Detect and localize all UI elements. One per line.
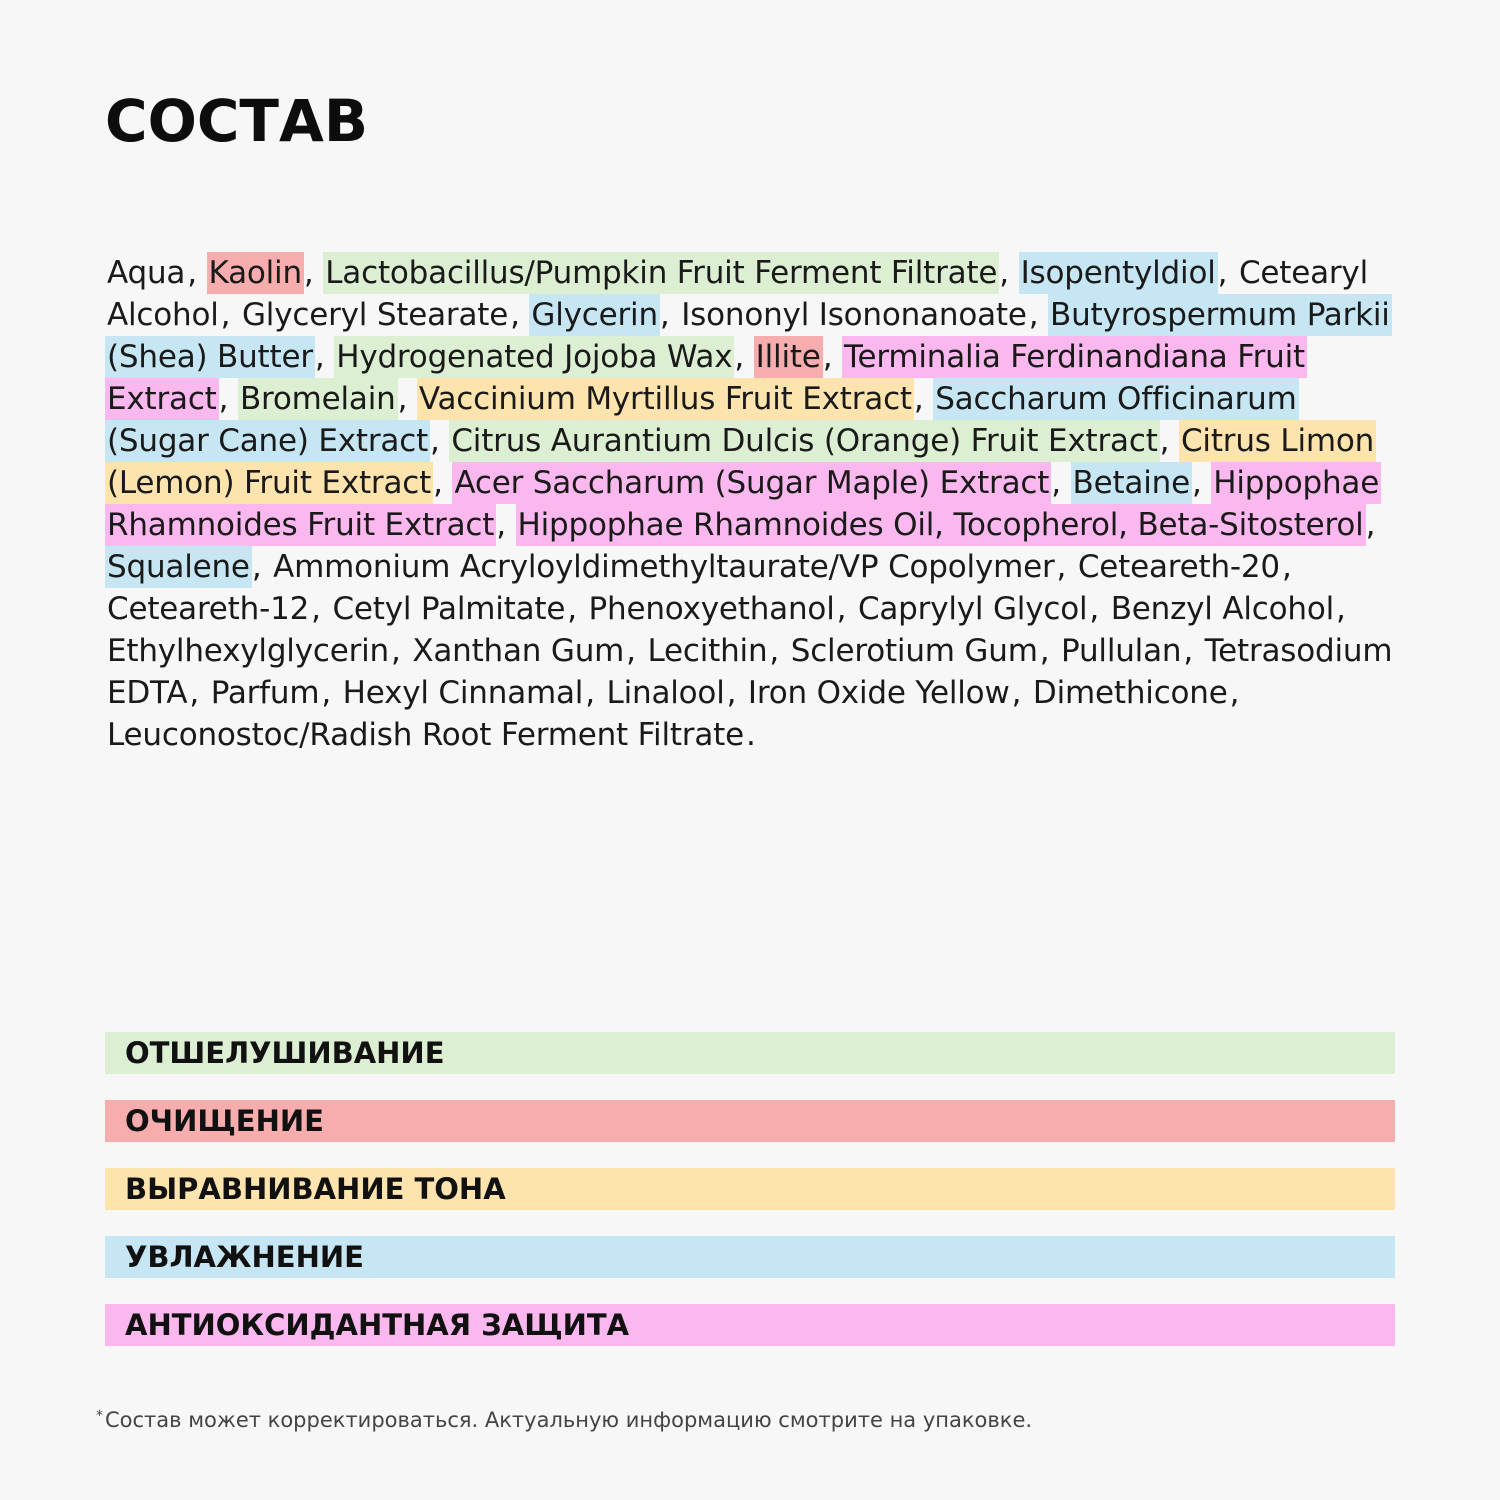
- separator: ,: [496, 507, 516, 543]
- separator: ,: [1229, 675, 1240, 711]
- footnote-text: Состав может корректироваться. Актуальную информацию смотрите на упаковке.: [105, 1408, 1033, 1432]
- separator: ,: [626, 633, 646, 669]
- separator: ,: [218, 381, 238, 417]
- separator: ,: [822, 339, 842, 375]
- ingredient: Glyceryl Stearate: [241, 297, 509, 333]
- separator: ,: [1365, 507, 1376, 543]
- separator: ,: [769, 633, 789, 669]
- ingredient: Citrus Limon (Lemon) Fruit Extract: [105, 420, 1376, 504]
- ingredient: Iron Oxide Yellow: [747, 675, 1010, 711]
- ingredient: Linalool: [606, 675, 725, 711]
- ingredients-list: [105, 252, 1395, 756]
- separator: ,: [391, 633, 411, 669]
- legend-item-exfoliation: ОТШЕЛУШИВАНИЕ: [105, 1032, 1395, 1074]
- ingredient: Tetrasodium EDTA: [107, 633, 1393, 711]
- ingredient: Betaine: [1071, 462, 1192, 504]
- ingredient: Dimethicone: [1032, 675, 1228, 711]
- separator: ,: [567, 591, 587, 627]
- separator: ,: [1281, 549, 1292, 585]
- ingredient: Bromelain: [238, 378, 398, 420]
- separator: ,: [430, 423, 450, 459]
- separator: ,: [189, 675, 209, 711]
- ingredient: Hippophae Rhamnoides Oil, Tocopherol, Beta-Sitosterol: [516, 504, 1366, 546]
- legend-item-tone-evening: ВЫРАВНИВАНИЕ ТОНА: [105, 1168, 1395, 1210]
- ingredient: Cetyl Palmitate: [332, 591, 566, 627]
- separator: ,: [251, 549, 272, 585]
- ingredient: Benzyl Alcohol: [1110, 591, 1335, 627]
- separator: ,: [726, 675, 746, 711]
- ingredient: Isononyl Isononanoate: [681, 297, 1027, 333]
- ingredient: Caprylyl Glycol: [857, 591, 1088, 627]
- ingredient: Acer Saccharum (Sugar Maple) Extract: [452, 462, 1051, 504]
- separator: ,: [1056, 549, 1076, 585]
- separator: ,: [659, 297, 680, 333]
- separator: ,: [1159, 423, 1179, 459]
- separator: ,: [1191, 465, 1212, 501]
- ingredient: Isopentyldiol: [1019, 252, 1218, 294]
- ingredient: Phenoxyethanol: [588, 591, 835, 627]
- ingredient: Lecithin: [647, 633, 768, 669]
- ingredient: Ammonium Acryloyldimethyltaurate/VP Copolymer: [273, 549, 1055, 585]
- footnote: [96, 1408, 1032, 1432]
- ingredient: Kaolin: [207, 252, 304, 294]
- separator: ,: [321, 675, 341, 711]
- page-title: СОСТАВ: [105, 87, 369, 155]
- ingredient: Illite: [754, 336, 823, 378]
- ingredient: Ethylhexylglycerin: [107, 633, 389, 669]
- separator: ,: [303, 255, 324, 291]
- ingredient: Hydrogenated Jojoba Wax: [334, 336, 734, 378]
- legend-item-moisturizing: УВЛАЖНЕНИЕ: [105, 1236, 1395, 1278]
- legend: [105, 1032, 1395, 1346]
- ingredient: Leuconostoc/Radish Root Ferment Filtrate: [107, 717, 744, 753]
- separator: ,: [187, 255, 207, 291]
- separator: ,: [220, 297, 240, 333]
- separator: ,: [1051, 465, 1071, 501]
- ingredient: Ceteareth-20: [1077, 549, 1280, 585]
- separator: ,: [1011, 675, 1031, 711]
- ingredient: Hexyl Cinnamal: [342, 675, 584, 711]
- ingredient: Hippophae Rhamnoides Fruit Extract: [105, 462, 1381, 546]
- separator: ,: [1183, 633, 1203, 669]
- separator: ,: [734, 339, 754, 375]
- separator: ,: [433, 465, 453, 501]
- separator: ,: [510, 297, 530, 333]
- ingredient: Ceteareth-12: [107, 591, 310, 627]
- ingredient: Vaccinium Myrtillus Fruit Extract: [417, 378, 914, 420]
- separator: ,: [913, 381, 934, 417]
- ingredient: Lactobacillus/Pumpkin Fruit Ferment Filtrate: [323, 252, 999, 294]
- separator: ,: [999, 255, 1019, 291]
- legend-item-antioxidant: АНТИОКСИДАНТНАЯ ЗАЩИТА: [105, 1304, 1395, 1346]
- ingredient: Cetearyl Alcohol: [107, 255, 1368, 333]
- separator: ,: [585, 675, 605, 711]
- separator: ,: [397, 381, 417, 417]
- separator: ,: [1217, 255, 1237, 291]
- ingredient: Saccharum Officinarum (Sugar Cane) Extract: [105, 378, 1299, 462]
- ingredient: Squalene: [105, 546, 252, 588]
- footnote-marker: *: [96, 1408, 103, 1424]
- ingredient: Butyrospermum Parkii (Shea) Butter: [105, 294, 1392, 378]
- separator: ,: [1039, 633, 1060, 669]
- ingredient: Sclerotium Gum: [790, 633, 1038, 669]
- ingredient: Citrus Aurantium Dulcis (Orange) Fruit Extract: [449, 420, 1159, 462]
- ingredient: Xanthan Gum: [412, 633, 625, 669]
- separator: ,: [311, 591, 331, 627]
- ingredient: Pullulan: [1061, 633, 1182, 669]
- ingredient: Terminalia Ferdinandiana Fruit Extract: [105, 336, 1307, 420]
- separator: ,: [1028, 297, 1049, 333]
- separator: ,: [1089, 591, 1109, 627]
- separator: ,: [1336, 591, 1346, 627]
- separator: .: [745, 717, 756, 753]
- ingredient: Glycerin: [529, 294, 660, 336]
- legend-item-cleansing: ОЧИЩЕНИЕ: [105, 1100, 1395, 1142]
- ingredient: Parfum: [210, 675, 320, 711]
- ingredient: Aqua: [107, 255, 186, 291]
- separator: ,: [314, 339, 335, 375]
- separator: ,: [836, 591, 856, 627]
